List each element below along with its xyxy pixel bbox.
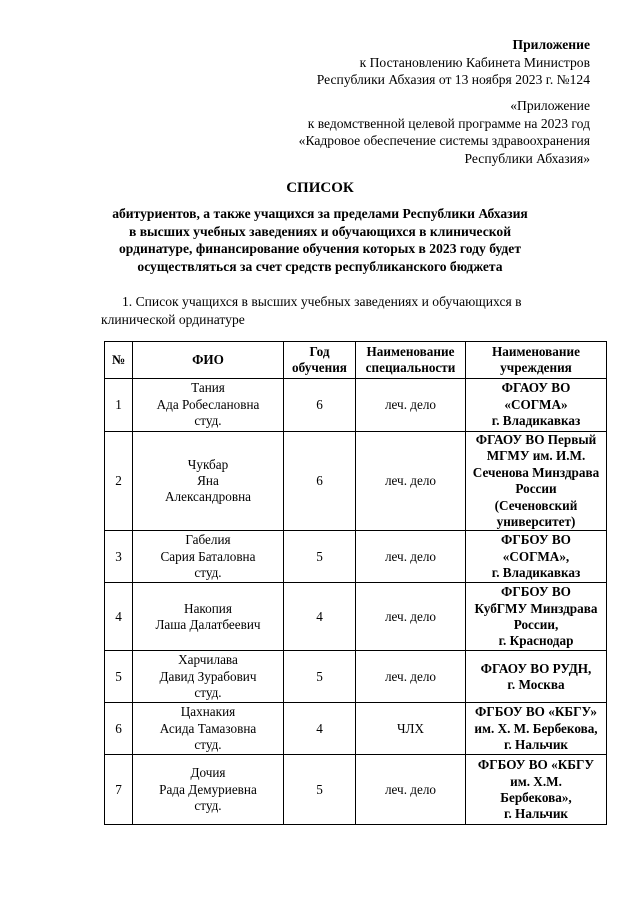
student-name: [133, 583, 284, 651]
specialty: леч. дело: [356, 651, 466, 703]
institution-line: г. Нальчик: [503, 806, 569, 822]
header-specialty: [356, 342, 466, 379]
study-year: 5: [284, 755, 356, 825]
student-name-line: Давид Зурабович: [159, 668, 257, 684]
specialty: леч. дело: [356, 432, 466, 531]
row-number: 7: [105, 755, 133, 825]
study-year: 5: [284, 651, 356, 703]
header-line: к Постановлению Кабинета Министров: [359, 54, 590, 70]
institution-line: г. Москва: [507, 676, 565, 692]
student-name-line: Харчилава: [178, 652, 238, 668]
institution-line: ФГБОУ ВО: [501, 532, 571, 548]
institution-line: (Сеченовский: [494, 497, 578, 513]
institution-line: МГМУ им. И.М.: [486, 448, 586, 464]
institution-line: г. Нальчик: [503, 737, 569, 753]
study-year: 4: [284, 703, 356, 755]
table-row: [105, 531, 607, 583]
institution-line: г. Владикавказ: [491, 565, 581, 581]
appendix-header: [317, 36, 590, 89]
student-name: [133, 755, 284, 825]
row-number: 5: [105, 651, 133, 703]
study-year: 5: [284, 531, 356, 583]
institution: [466, 703, 607, 755]
institution-line: Сеченова Минздрава: [472, 464, 600, 480]
header-specialty-line: Наименование: [366, 343, 455, 359]
student-name-line: Асида Тамазовна: [159, 720, 257, 736]
student-name-line: студ.: [194, 413, 222, 429]
student-name-line: студ.: [194, 565, 222, 581]
intro-line: клинической ординатуре: [101, 311, 245, 327]
student-name-line: Сария Баталовна: [160, 548, 256, 564]
table-row: [105, 703, 607, 755]
header-line: «Кадровое обеспечение системы здравоохранения: [298, 133, 590, 148]
specialty: леч. дело: [356, 755, 466, 825]
header-institution: [466, 342, 607, 379]
intro-line: 1. Список учащихся в высших учебных заведениях и обучающихся в: [122, 294, 522, 309]
student-name-line: студ.: [194, 685, 222, 701]
institution: [466, 379, 607, 432]
header-specialty-line: специальности: [365, 360, 456, 375]
document-title: СПИСОК: [286, 180, 354, 196]
header-line: Республики Абхазия от 13 ноября 2023 г. №124: [316, 72, 590, 87]
header-year: [284, 342, 356, 379]
student-name-line: Ада Робеслановна: [156, 396, 260, 412]
student-name-line: Накопия: [184, 600, 232, 616]
students-table: [104, 341, 607, 825]
student-name-line: Чукбар: [187, 456, 229, 472]
student-name-line: студ.: [194, 737, 222, 753]
specialty: леч. дело: [356, 379, 466, 432]
table-header-row: [105, 342, 607, 379]
header-line: Республики Абхазия»: [464, 150, 590, 166]
program-header: [299, 97, 590, 167]
institution-line: ФГАОУ ВО РУДН,: [480, 660, 592, 676]
document-subtitle: [0, 205, 640, 275]
student-name-line: Габелия: [185, 532, 231, 548]
header-institution-line: учреждения: [500, 360, 572, 375]
institution-line: ФГАОУ ВО: [501, 380, 571, 396]
student-name-line: Рада Демуриевна: [159, 781, 257, 797]
header-line: к ведомственной целевой программе на 2023 год: [307, 115, 590, 131]
row-number: 6: [105, 703, 133, 755]
institution-line: ФГБОУ ВО «КБГУ»: [475, 704, 597, 720]
institution-line: КубГМУ Минздрава: [474, 600, 598, 616]
institution: [466, 583, 607, 651]
institution: [466, 755, 607, 825]
table-row: [105, 651, 607, 703]
institution-line: Бербекова»,: [500, 789, 572, 805]
institution-line: ФГБОУ ВО «КБГУ: [477, 757, 595, 773]
student-name-line: Яна: [197, 473, 219, 489]
institution-line: им. Х.М.: [510, 773, 562, 789]
table-row: [105, 379, 607, 432]
study-year: 6: [284, 379, 356, 432]
table-row: [105, 755, 607, 825]
institution-line: «СОГМА»,: [502, 548, 570, 564]
header-line: «Приложение: [510, 98, 590, 113]
institution: [466, 651, 607, 703]
header-year-line: обучения: [292, 360, 347, 375]
header-line: Приложение: [512, 37, 590, 52]
institution-line: университет): [496, 514, 576, 530]
header-year-line: Год: [309, 343, 330, 359]
student-name-line: студ.: [194, 798, 222, 814]
student-name-line: Цахнакия: [180, 704, 236, 720]
subtitle-line: ординатуре, финансирование обучения которых в 2023 году будет: [118, 241, 522, 257]
row-number: 3: [105, 531, 133, 583]
institution-line: г. Краснодар: [498, 633, 574, 649]
study-year: 6: [284, 432, 356, 531]
specialty: леч. дело: [356, 583, 466, 651]
row-number: 1: [105, 379, 133, 432]
student-name-line: Лаша Далатбеевич: [155, 616, 261, 632]
institution: [466, 531, 607, 583]
student-name-line: Дочия: [190, 765, 226, 781]
subtitle-line: абитуриентов, а также учащихся за пределами Республики Абхазия: [112, 206, 528, 221]
institution-line: «СОГМА»: [504, 396, 568, 412]
header-fio: ФИО: [133, 342, 284, 379]
student-name: [133, 432, 284, 531]
subtitle-line: осуществляться за счет средств республиканского бюджета: [137, 258, 503, 274]
specialty: ЧЛХ: [356, 703, 466, 755]
institution-line: России: [515, 481, 557, 497]
study-year: 4: [284, 583, 356, 651]
specialty: леч. дело: [356, 531, 466, 583]
institution-line: ФГБОУ ВО: [501, 584, 571, 600]
student-name: [133, 703, 284, 755]
table-body: [105, 379, 607, 825]
student-name: [133, 651, 284, 703]
table-row: [105, 583, 607, 651]
student-name: [133, 531, 284, 583]
student-name-line: Александровна: [165, 489, 251, 505]
header-institution-line: Наименование: [492, 343, 580, 359]
table-row: [105, 432, 607, 531]
student-name-line: Тания: [191, 380, 225, 396]
header-num: №: [105, 342, 133, 379]
student-name: [133, 379, 284, 432]
subtitle-line: в высших учебных заведениях и обучающихся в клинической: [128, 223, 512, 239]
institution-line: России,: [513, 616, 559, 632]
institution-line: им. Х. М. Бербекова,: [474, 720, 598, 736]
institution-line: г. Владикавказ: [491, 413, 581, 429]
institution: [466, 432, 607, 531]
row-number: 4: [105, 583, 133, 651]
section-intro: [101, 293, 591, 328]
institution-line: ФГАОУ ВО Первый: [475, 432, 597, 447]
row-number: 2: [105, 432, 133, 531]
